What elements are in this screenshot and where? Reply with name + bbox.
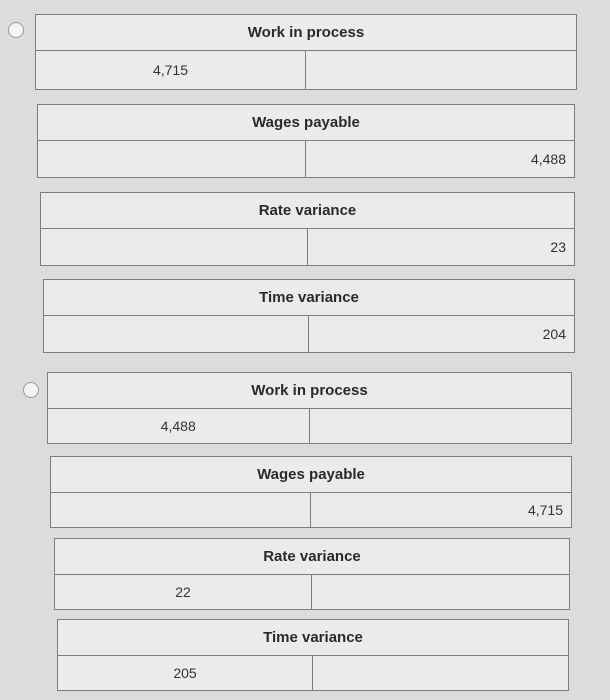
- credit-cell: 4,715: [527, 502, 563, 518]
- account-title: Wages payable: [38, 105, 574, 141]
- debit-cell: 205: [58, 656, 313, 690]
- credit-cell: 23: [550, 239, 566, 255]
- option-1-time-variance-t-account: [43, 279, 575, 353]
- option-2-wages-payable-t-account: [50, 456, 572, 528]
- debit-cell: [38, 141, 306, 177]
- debit-cell: [41, 229, 308, 265]
- account-title: Work in process: [48, 373, 571, 409]
- option-2-radio[interactable]: [23, 382, 39, 398]
- debit-cell: 4,715: [36, 51, 306, 89]
- option-2-time-variance-t-account: [57, 619, 569, 691]
- account-title: Rate variance: [41, 193, 574, 229]
- account-title: Rate variance: [55, 539, 569, 575]
- option-1-work-in-process-t-account: [35, 14, 577, 90]
- account-title: Time variance: [44, 280, 574, 316]
- debit-cell: 4,488: [48, 409, 310, 443]
- credit-cell: 204: [542, 326, 566, 342]
- account-title: Time variance: [58, 620, 568, 656]
- account-title: Work in process: [36, 15, 576, 51]
- option-1-wages-payable-t-account: [37, 104, 575, 178]
- credit-cell: [310, 409, 572, 443]
- option-2-rate-variance-t-account: [54, 538, 570, 610]
- option-1-radio[interactable]: [8, 22, 24, 38]
- option-2-work-in-process-t-account: [47, 372, 572, 444]
- account-title: Wages payable: [51, 457, 571, 493]
- debit-cell: 22: [55, 575, 312, 609]
- option-1-rate-variance-t-account: [40, 192, 575, 266]
- debit-cell: [51, 493, 311, 527]
- credit-cell: 4,488: [530, 151, 566, 167]
- credit-cell: [306, 51, 576, 89]
- credit-cell: [313, 656, 568, 690]
- debit-cell: [44, 316, 309, 352]
- credit-cell: [312, 575, 569, 609]
